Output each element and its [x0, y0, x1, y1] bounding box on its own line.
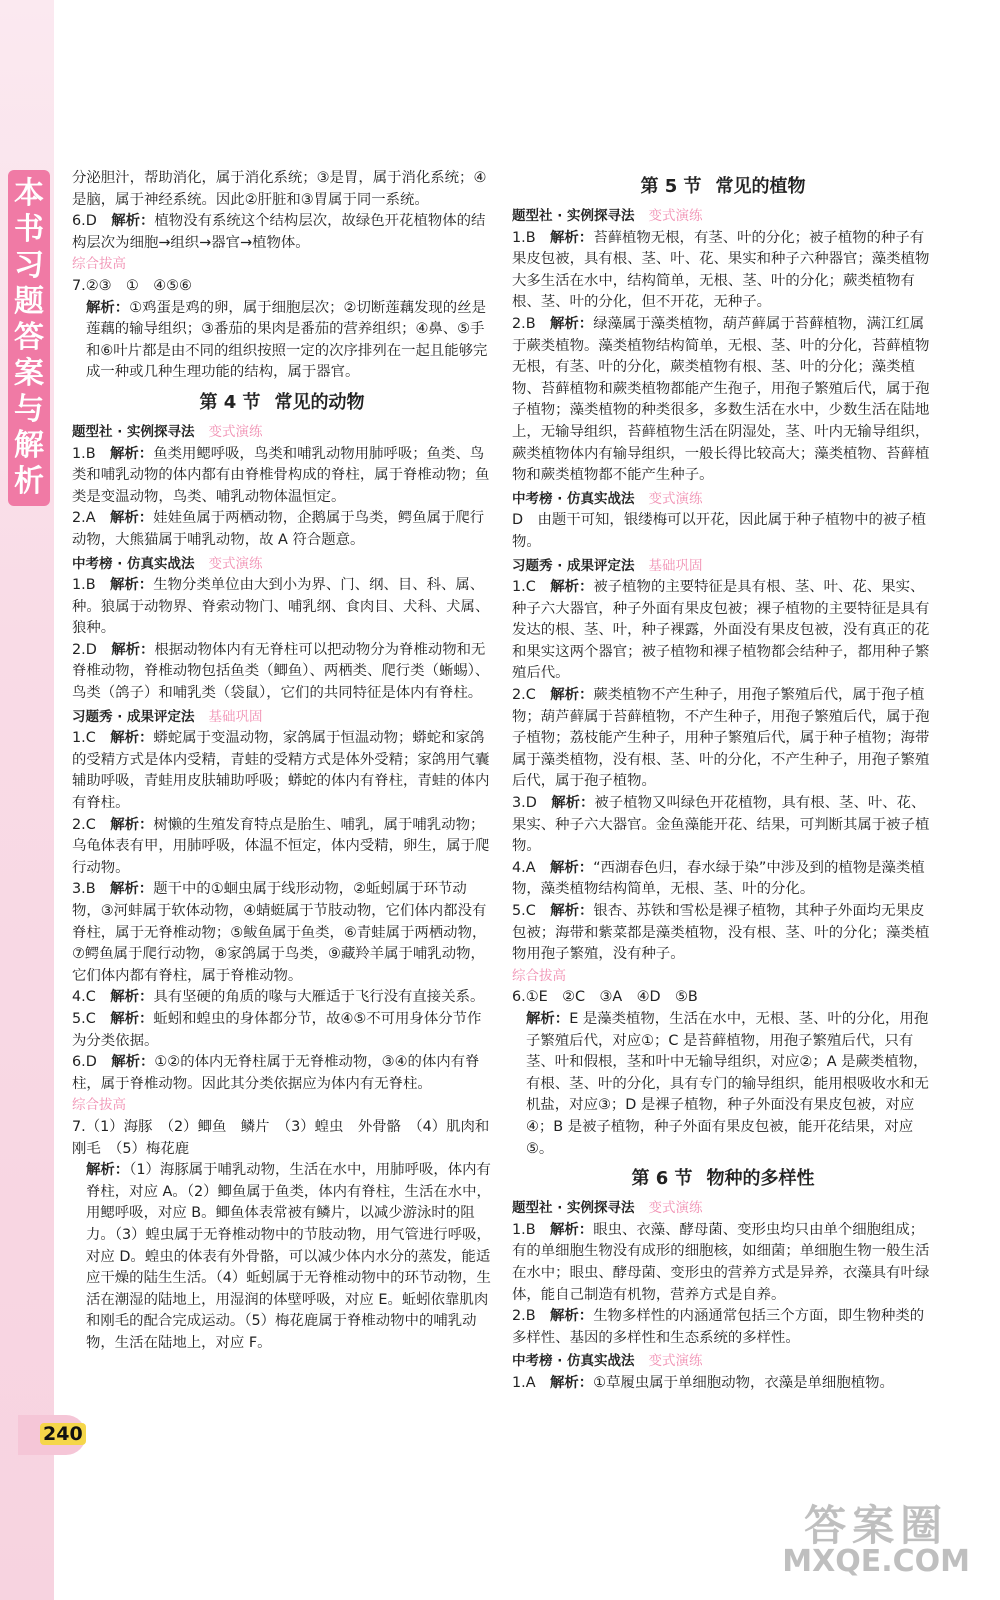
subheading-label: 题型社 · 实例探寻法 [512, 208, 635, 224]
section-tag: 综合拔高 [512, 967, 566, 984]
answer-item [72, 640, 492, 705]
answer-text: 绿藻属于藻类植物，葫芦藓属于苔藓植物，满江红属于蕨类植物。藻类植物结构简单，无根、茎、叶的分化，苔藓植物无根，有茎、叶的分化，蕨类植物有根、茎、叶的分化；藻类植物、苔藓植物和蕨类植物都能产生孢子，用孢子繁殖后代，属于孢子植物；藻类植物的种类很多，多数生活在水中，少数生活在陆地上，无输导组织，苔藓植物生活在阴湿处，茎、叶内无输导组织，蕨类植物体内有输导组织，一般长得比较高大；藻类植物、苔藓植物和蕨类植物都不能产生种子。 [512, 315, 930, 484]
answer-label: 解析： [550, 1308, 594, 1325]
section-title [512, 174, 934, 200]
answer-number: 2.C [72, 816, 96, 833]
answer-text: ①草履虫属于单细胞动物，衣藻是单细胞植物。 [593, 1374, 894, 1391]
subheading [512, 1198, 934, 1220]
answer-number: 2.B [512, 315, 536, 332]
answer-label: 解析： [110, 577, 154, 594]
answer-label: 解析： [550, 1221, 594, 1238]
answer-label: 解析： [526, 1010, 570, 1027]
answer-label: 解析： [110, 816, 154, 833]
answer-text: 蟒蛇属于变温动物，家鸽属于恒温动物；蟒蛇和家鸽的受精方式是体内受精，青蛙的受精方式是体外受精；家鸽用气囊辅助呼吸，青蛙用皮肤辅助呼吸；蟒蛇的体内有脊柱，青蛙的体内有脊柱。 [72, 730, 490, 812]
text-paragraph: D 由题干可知，银缕梅可以开花，因此属于种子植物中的被子植物。 [512, 512, 927, 550]
subheading-label: 中考榜 · 仿真实战法 [72, 555, 195, 572]
answer-text: 蕨类植物不产生种子，用孢子繁殖后代，属于孢子植物；葫芦藓属于苔藓植物，不产生种子，用孢子繁殖后代，属于孢子植物；荔枝能产生种子，用种子繁殖后代，属于种子植物；海带属于藻类植物，没有根、茎、叶的分化，不产生种子，用孢子繁殖后代，属于孢子植物。 [512, 687, 930, 790]
answer-label: 解析： [111, 213, 155, 230]
subheading-label: 中考榜 · 仿真实战法 [512, 490, 635, 507]
answer-number: 1.B [72, 445, 96, 462]
subheading-tag: 变式演练 [648, 490, 703, 507]
answer-number: 1.C [512, 579, 536, 596]
answer-item [512, 793, 934, 858]
answer-item [512, 685, 934, 793]
subheading-tag: 基础巩固 [648, 557, 703, 574]
subheading-label: 题型社 · 实例探寻法 [72, 423, 195, 440]
answer-item [512, 228, 934, 314]
answer-number: 3.D [512, 795, 537, 812]
section-name: 常见的动物 [274, 391, 365, 413]
answer-number: 1.C [72, 730, 96, 747]
answer-text: 生物多样性的内涵通常包括三个方面，即生物种类的多样性、基因的多样性和生态系统的多样性。 [512, 1308, 925, 1346]
answer-label: 解析： [550, 903, 594, 919]
answer-text: 鱼类用鳃呼吸，鸟类和哺乳动物用肺呼吸；鱼类、鸟类和哺乳动物的体内都有由脊椎骨构成的脊柱，属于脊椎动物；鱼类是变温动物，鸟类、哺乳动物体温恒定。 [72, 445, 490, 505]
answer-number: 4.C [72, 989, 96, 1006]
answer-label: 解析： [549, 1374, 594, 1391]
answer-item [512, 577, 934, 685]
answer-text: 苔藓植物无根，有茎、叶的分化；被子植物的种子有果皮包被，具有根、茎、叶、花、果实和种子六种器官；藻类植物大多生活在水中，结构简单，无根、茎、叶的分化；蕨类植物有根、茎、叶的分化，但不开花，无种子。 [512, 229, 930, 311]
answer-item [72, 987, 492, 1009]
answer-label: 解析： [550, 229, 594, 246]
answer-item [72, 298, 492, 384]
section-number: 第 4 节 [199, 391, 261, 413]
subheading-tag: 变式演练 [648, 208, 703, 224]
answer-text: E 是藻类植物，生活在水中，无根、茎、叶的分化，用孢子繁殖后代，对应①；C 是苔藓植物，用孢子繁殖后代，只有茎、叶和假根，茎和叶中无输导组织，对应②；A 是蕨类植物，有根、茎、叶的分化，具有专门的输导组织，能用根吸收水和无机盐，对应③；D 是裸子植物，种子外面没有果皮包被，对应④；B 是被子植物，种子外面有果皮包被，能开花结果，对应⑤。 [526, 1010, 929, 1157]
answer-number: 1.B [72, 577, 96, 594]
answer-label: 解析： [550, 315, 594, 332]
section-name: 物种的多样性 [706, 1168, 815, 1190]
text-paragraph: 6.①E ②C ③A ④D ⑤B [512, 989, 698, 1006]
answer-text: 银杏、苏铁和雪松是裸子植物，其种子外面均无果皮包被；海带和紫菜都是藻类植物，没有根、茎、叶的分化；藻类植物用孢子繁殖，没有种子。 [512, 903, 930, 963]
answer-number: 5.C [72, 1010, 96, 1027]
answer-item [72, 1160, 492, 1354]
answer-item [512, 901, 934, 966]
watermark-en: MXQE.COM [782, 1544, 970, 1579]
answer-item [72, 815, 492, 880]
answer-label: 解析： [550, 579, 594, 596]
section-number: 第 6 节 [631, 1168, 693, 1190]
answer-number: 3.B [72, 881, 96, 898]
subheading-label: 题型社 · 实例探寻法 [512, 1200, 635, 1217]
answer-item [72, 728, 492, 814]
page-badge [18, 1415, 86, 1455]
subheading [512, 206, 934, 228]
subheading-tag: 变式演练 [208, 555, 263, 572]
answer-item [512, 1306, 934, 1349]
answer-item [72, 444, 492, 509]
answer-number: 4.A [512, 859, 536, 876]
subheading [72, 554, 492, 576]
subheading [512, 489, 934, 511]
subheading-label: 习题秀 · 成果评定法 [72, 708, 195, 725]
answer-label: 解析： [110, 1010, 154, 1027]
title-char: 习 [14, 248, 44, 283]
section-tag: 综合拔高 [72, 256, 126, 273]
answer-number: 2.D [72, 641, 97, 658]
answer-number: 1.B [512, 1221, 536, 1238]
subheading [512, 556, 934, 578]
answer-number: 6.D [72, 1054, 97, 1071]
text-paragraph: 分泌胆汁，帮助消化，属于消化系统；③是胃，属于消化系统；④是脑，属于神经系统。因此②肝脏和③胃属于同一系统。 [72, 170, 487, 208]
answer-item [512, 1009, 934, 1160]
answer-label: 解析： [110, 881, 154, 898]
watermark-logo [782, 1501, 970, 1580]
section-number: 第 5 节 [640, 176, 702, 197]
answer-item [512, 1373, 934, 1395]
answer-label: 解析： [551, 795, 595, 812]
answer-item [512, 1220, 934, 1306]
subheading-label: 习题秀 · 成果评定法 [512, 557, 635, 574]
answer-label: 解析： [110, 445, 154, 462]
title-char: 析 [14, 464, 44, 499]
section-title [512, 1166, 934, 1192]
title-char: 书 [14, 212, 44, 247]
answer-number: 2.C [512, 687, 536, 704]
answer-label: 解析： [549, 859, 594, 876]
answer-label: 解析： [111, 1054, 155, 1071]
title-char: 答 [14, 320, 44, 355]
answer-label: 解析： [550, 687, 594, 704]
answer-label: 解析： [86, 299, 130, 316]
answer-text: ①鸡蛋是鸡的卵，属于细胞层次；②切断莲藕发现的丝是莲藕的输导组织；③番茄的果肉是番茄的营养组织；④鼻、⑤手和⑥叶片都是由不同的组织按照一定的次序排列在一起且能够完成一种或几种生理功能的结构，属于器官。 [86, 299, 488, 381]
sidebar-strip [0, 0, 54, 1600]
watermark-cn: 答案圈 [804, 1501, 949, 1550]
title-char: 本 [14, 176, 44, 211]
answer-label: 解析： [86, 1162, 130, 1179]
right-column [512, 168, 934, 1394]
answer-text: 娃娃鱼属于两栖动物，企鹅属于鸟类，鳄鱼属于爬行动物，大熊猫属于哺乳动物，故 A 符合题意。 [72, 510, 485, 548]
answer-label: 解析： [110, 989, 154, 1006]
book-title-vertical [8, 170, 50, 506]
answer-number: 5.C [512, 903, 536, 919]
answer-number: 2.B [512, 1308, 536, 1325]
title-char: 与 [14, 392, 44, 427]
left-column [72, 168, 492, 1354]
title-char: 题 [14, 284, 44, 319]
answer-item [72, 1052, 492, 1095]
answer-number: 1.A [512, 1374, 536, 1391]
answer-item [72, 575, 492, 640]
answer-number: 2.A [72, 510, 96, 527]
answer-item [72, 1009, 492, 1052]
answer-text: 植物没有系统这个结构层次，故绿色开花植物体的结构层次为细胞→组织→器官→植物体。 [72, 213, 486, 251]
answer-item [512, 314, 934, 487]
answer-item [72, 508, 492, 551]
answer-label: 解析： [109, 510, 154, 527]
title-char: 解 [14, 428, 44, 463]
answer-label: 解析： [111, 641, 155, 658]
title-char: 案 [14, 356, 44, 391]
subheading [512, 1351, 934, 1373]
answer-item [512, 858, 934, 901]
answer-item [72, 211, 492, 254]
answer-number: 6.D [72, 213, 97, 230]
answer-text: “西湖春色归，春水绿于染”中涉及到的植物是藻类植物，藻类植物结构简单，无根、茎、叶的分化。 [512, 859, 925, 898]
subheading-tag: 变式演练 [648, 1200, 703, 1217]
text-paragraph: 7.②③ ① ④⑤⑥ [72, 277, 192, 294]
section-tag: 综合拔高 [72, 1097, 126, 1114]
page-number: 240 [40, 1423, 86, 1445]
section-title [72, 390, 492, 416]
subheading [72, 422, 492, 444]
answer-number: 1.B [512, 229, 536, 246]
answer-text: 被子植物的主要特征是具有根、茎、叶、花、果实、种子六大器官，种子外面有果皮包被；裸子植物的主要特征是具有发达的根、茎、叶，种子裸露，外面没有果皮包被，没有真正的花和果实这两个器官；被子植物和裸子植物都会结种子，都用种子繁殖后代。 [512, 579, 930, 682]
answer-text: 眼虫、衣藻、酵母菌、变形虫均只由单个细胞组成；有的单细胞生物没有成形的细胞核，如细菌；单细胞生物一般生活在水中；眼虫、酵母菌、变形虫的营养方式是异养，衣藻具有叶绿体，能自己制造有机物，营养方式是自养。 [512, 1221, 930, 1303]
answer-text: 具有坚硬的角质的喙与大雁适于飞行没有直接关系。 [153, 989, 485, 1006]
answer-text: ①②的体内无脊柱属于无脊椎动物，③④的体内有脊柱，属于脊椎动物。因此其分类依据应为体内有无脊柱。 [72, 1054, 480, 1092]
answer-item [72, 879, 492, 987]
subheading-label: 中考榜 · 仿真实战法 [512, 1353, 635, 1370]
answer-text: 生物分类单位由大到小为界、门、纲、目、科、属、种。狼属于动物界、脊索动物门、哺乳纲、食肉目、犬科、犬属、狼种。 [72, 577, 490, 637]
section-name: 常见的植物 [715, 176, 806, 197]
answer-text: 被子植物又叫绿色开花植物，具有根、茎、叶、花、果实、种子六大器官。金鱼藻能开花、结果，可判断其属于被子植物。 [512, 795, 930, 855]
answer-text: 蚯蚓和蝗虫的身体都分节，故④⑤不可用身体分节作为分类依据。 [72, 1010, 482, 1049]
answer-label: 解析： [110, 730, 154, 747]
answer-text: 题干中的①蛔虫属于线形动物，②蚯蚓属于环节动物，③河蚌属于软体动物，④蜻蜓属于节肢动物，它们体内都没有脊柱，属于无脊椎动物；⑤鲅鱼属于鱼类，⑥青蛙属于两栖动物，⑦鳄鱼属于爬行动物，⑧家鸽属于鸟类，⑨藏羚羊属于哺乳动物，它们体内都有脊柱，属于脊椎动物。 [72, 881, 487, 984]
answer-text: 树懒的生殖发育特点是胎生、哺乳，属于哺乳动物；乌龟体表有甲，用肺呼吸，体温不恒定，体内受精，卵生，属于爬行动物。 [72, 816, 490, 876]
subheading-tag: 基础巩固 [208, 708, 263, 725]
subheading-tag: 变式演练 [648, 1353, 703, 1370]
answer-text: 根据动物体内有无脊柱可以把动物分为脊椎动物和无脊椎动物，脊椎动物包括鱼类（鲫鱼）、两栖类、爬行类（蜥蜴）、鸟类（鸽子）和哺乳类（袋鼠），它们的共同特征是体内有脊柱。 [72, 641, 490, 702]
subheading-tag: 变式演练 [208, 423, 263, 440]
answer-text: （1）海豚属于哺乳动物，生活在水中，用肺呼吸，体内有脊柱，对应 A。（2）鲫鱼属于鱼类，体内有脊柱，生活在水中，用鳃呼吸，对应 B。鲫鱼体表常被有鳞片，以减少游泳时的阻力。（3）蝗虫属于无脊椎动物中的节肢动物，用气管进行呼吸，对应 D。蝗虫的体表有外骨骼，可以减少体内水分的蒸发，能适应干燥的陆生生活。（4）蚯蚓属于无脊椎动物中的环节动物，生活在潮湿的陆地上，用湿润的体壁呼吸，对应 E。蚯蚓依靠肌肉和刚毛的配合完成运动。（5）梅花鹿属于脊椎动物中的哺乳动物，生活在陆地上，对应 F。 [86, 1162, 491, 1351]
text-paragraph: 7.（1）海豚 （2）鲫鱼 鳞片 （3）蝗虫 外骨骼 （4）肌肉和刚毛 （5）梅花鹿 [72, 1118, 490, 1157]
subheading [72, 707, 492, 729]
